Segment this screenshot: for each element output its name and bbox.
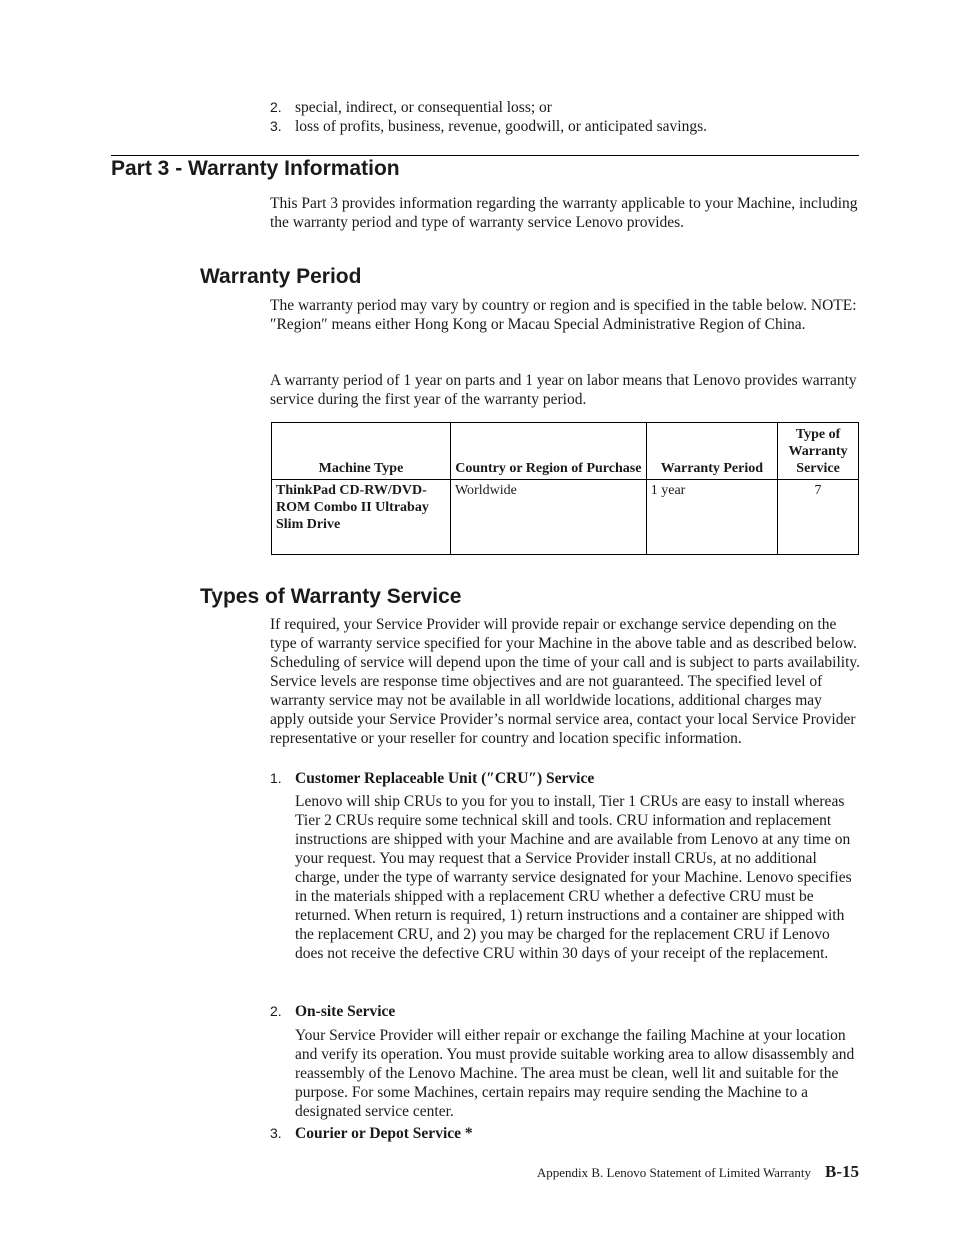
page-footer (513, 1162, 859, 1182)
item-title: Customer Replaceable Unit (″CRU″) Service (295, 770, 595, 787)
warranty-period-para-2: A warranty period of 1 year on parts and 1 year on labor means that Lenovo provides warranty service during the first year of the warranty period. (270, 372, 857, 408)
list-item (270, 98, 870, 117)
header-warranty-period: Warranty Period (646, 423, 777, 480)
list-item (270, 1002, 860, 1021)
list-item (270, 117, 870, 136)
continued-list (270, 98, 870, 136)
item-body: Lenovo will ship CRUs to you for you to install, Tier 1 CRUs are easy to install whereas Tier 2 CRUs require some technical skill and tools. CRU information and replacement instructions are shipped with your Machine and are available from Lenovo at any time on your request. You may request that a Service Provider install CRUs, at no additional charge, under the type of warranty service designated for your Machine. Lenovo specifies in the materials shipped with a replacement CRU whether a defective CRU must be returned. When return is required, 1) return instructions and a container are shipped with the replacement CRU, and 2) you may be charged for the replacement CRU if Lenovo does not receive the defective CRU within 30 days of your receipt of the replacement. (295, 793, 852, 962)
warranty-period-heading: Warranty Period (200, 265, 362, 288)
types-heading: Types of Warranty Service (200, 585, 462, 608)
list-text: special, indirect, or consequential loss; or (295, 99, 552, 116)
list-number: 3. (270, 1125, 282, 1141)
part-intro: This Part 3 provides information regarding the warranty applicable to your Machine, including the warranty period and type of warranty service Lenovo provides. (270, 195, 858, 231)
list-item (270, 769, 860, 788)
cell-period: 1 year (646, 480, 777, 555)
warranty-period-para-1: The warranty period may vary by country or region and is specified in the table below. NOTE: ″Region″ means either Hong Kong or Macau Special Administrative Region of China. (270, 297, 857, 333)
list-item (270, 1124, 860, 1143)
warranty-table (271, 422, 859, 555)
list-number: 1. (270, 770, 282, 786)
item-title: Courier or Depot Service * (295, 1125, 473, 1142)
header-country: Country or Region of Purchase (450, 423, 646, 480)
table-header-row (272, 423, 859, 480)
cell-machine: ThinkPad CD-RW/DVD-ROM Combo II Ultrabay Slim Drive (272, 480, 451, 555)
table-row (272, 480, 859, 555)
cell-service: 7 (778, 480, 859, 555)
part-heading: Part 3 - Warranty Information (111, 157, 400, 180)
cell-country: Worldwide (450, 480, 646, 555)
list-number: 2. (270, 99, 282, 115)
types-intro: If required, your Service Provider will provide repair or exchange service depending on the type of warranty service specified for your Machine in the above table and as described below. Scheduling of service will depend upon the time of your call and is subject to parts availability. Service levels are response time objectives and are not guaranteed. The specified level of warranty service may not be available in all worldwide locations, additional charges may apply outside your Service Provider’s normal service area, contact your local Service Provider representative or your reseller for country and location specific information. (270, 616, 860, 747)
footer-text: Appendix B. Lenovo Statement of Limited Warranty (536, 1165, 811, 1180)
list-text: loss of profits, business, revenue, goodwill, or anticipated savings. (295, 118, 707, 135)
section-divider (111, 155, 859, 156)
page-number: B-15 (825, 1162, 859, 1181)
list-number: 2. (270, 1003, 282, 1019)
item-title: On-site Service (295, 1003, 396, 1020)
header-machine-type: Machine Type (272, 423, 451, 480)
list-number: 3. (270, 118, 282, 134)
header-service-type: Type of Warranty Service (778, 423, 859, 480)
item-body: Your Service Provider will either repair or exchange the failing Machine at your location and verify its operation. You must provide suitable working area to allow disassembly and reassembly of the Lenovo Machine. The area must be clean, well lit and suitable for the purpose. For some Machines, certain repairs may require sending the Machine to a designated service center. (295, 1027, 855, 1120)
